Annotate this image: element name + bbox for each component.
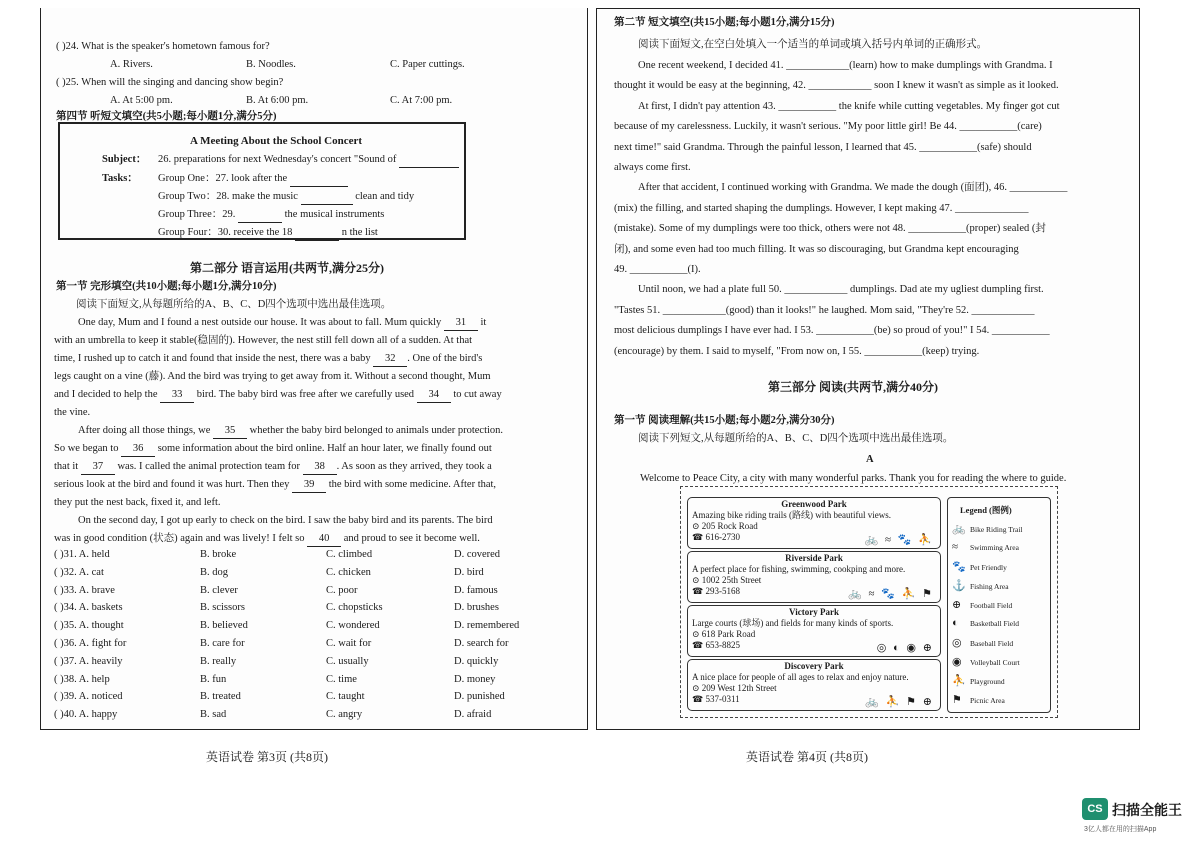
fill-in-passage-line: thought it would be easy at the beginning, 42. ____________ soon I knew it wasn't as simple as it looked. — [614, 80, 1059, 92]
cloze-blank-number: 37 — [81, 460, 115, 475]
fill-in-passage-line: most delicious dumplings I have ever had. I 53. ___________(be) so proud of you!" I 54. ___________ — [614, 325, 1050, 337]
phone-icon: ☎ — [692, 532, 706, 542]
cloze-blank-number: 40 — [307, 532, 341, 547]
cloze-blank-number: 34 — [417, 388, 451, 403]
park-card — [687, 551, 941, 603]
legend-label: Volleyball Court — [970, 658, 1020, 667]
park-description: A perfect place for fishing, swimming, cookping and more. — [692, 564, 906, 574]
option-c: C. wait for — [326, 638, 372, 649]
option-d: D. covered — [454, 549, 501, 560]
option-number-and-a — [54, 673, 110, 687]
cloze-passage-line — [54, 460, 492, 475]
cloze-blank-number: 32 — [373, 352, 407, 367]
cloze-text: legs caught on a vine (藤). And the bird was trying to get away from it. Without a second thought, Mum — [54, 371, 491, 382]
park-facility-icons: ◎ ◐ ◉ ⊕ — [876, 642, 934, 654]
park-address: ⊙ 205 Rock Road — [692, 521, 758, 531]
option-c: C. taught — [326, 691, 365, 703]
legend-item — [952, 617, 1019, 629]
legend-icon: ⚑ — [952, 694, 962, 706]
legend-icon: ◎ — [952, 637, 962, 649]
option-b: B. scissors — [200, 602, 245, 614]
option-c: C. chopsticks — [326, 602, 383, 614]
cloze-text: whether the baby bird belonged to animals under protection. — [247, 425, 504, 436]
option-b: B. sad — [200, 709, 227, 721]
option-number-and-a — [54, 548, 110, 562]
cloze-text: serious look at the bird and found it was hurt. Then they — [54, 479, 293, 490]
cloze-passage-line — [54, 388, 502, 403]
question-25: ( )25. When will the singing and dancing show begin? — [56, 77, 284, 88]
legend-item — [952, 674, 1005, 687]
option-a: A. fight for — [78, 638, 127, 649]
location-icon: ⊙ — [692, 521, 702, 531]
legend-label: Bike Riding Trail — [970, 525, 1023, 534]
option-a: A. held — [78, 549, 110, 560]
legend-icon: ◉ — [952, 656, 962, 668]
option-c: C. usually — [326, 655, 369, 667]
park-card — [687, 497, 941, 549]
option-d: D. money — [454, 673, 496, 685]
fill-in-passage-line: because of my carelessness. Luckily, it wasn't serious. "My poor little girl! Be 44. ___________(care) — [614, 121, 1042, 133]
legend-icon: ⊕ — [952, 599, 962, 611]
option-d: D. famous — [454, 584, 498, 596]
park-card — [687, 605, 941, 657]
question-number: ( )31. — [54, 549, 77, 560]
option-a: A. cat — [78, 566, 104, 578]
park-card — [687, 659, 941, 711]
fill-in-passage-line: always come first. — [614, 162, 691, 173]
cloze-passage-line — [54, 334, 472, 348]
cloze-text: that it — [54, 461, 81, 472]
location-icon: ⊙ — [692, 575, 702, 585]
option-number-and-a — [54, 655, 123, 669]
cloze-section-title: 第一节 完形填空(共10小题;每小题1分,满分10分) — [56, 281, 277, 292]
fill-in-passage-line: (mistake). Some of my dumplings were too thick, others were not 48. ___________(proper) sealed (封 — [614, 223, 1046, 235]
task-group-one: Group One：27. look after the — [158, 172, 348, 187]
option-d: D. remembered — [454, 620, 520, 632]
task-group-four: Group Four：30. receive the 18 n the list — [158, 226, 378, 241]
cloze-passage-line — [54, 352, 482, 367]
park-phone: ☎ 537-0311 — [692, 694, 740, 704]
part-2-title: 第二部分 语言运用(共两节,满分25分) — [190, 261, 384, 275]
question-number: ( )36. — [54, 638, 77, 649]
fill-in-passage-line: Until noon, we had a plate full 50. ____________ dumplings. Dad ate my ugliest dumpling first. — [638, 284, 1044, 296]
subject-label: Subject： — [102, 154, 147, 165]
park-address: ⊙ 209 West 12th Street — [692, 683, 777, 693]
question-number: ( )35. — [54, 620, 77, 632]
cloze-text: to cut away — [450, 389, 502, 400]
fill-in-passage-line: At first, I didn't pay attention 43. ___________ the knife while cutting vegetables. My finger got cut — [638, 100, 1060, 112]
park-phone: ☎ 616-2730 — [692, 532, 740, 542]
legend-label: Pet Friendly — [970, 563, 1007, 572]
legend-item — [952, 636, 1013, 649]
option-number-and-a — [54, 584, 115, 598]
legend-item — [952, 522, 1023, 535]
camscanner-logo: CS — [1082, 798, 1108, 820]
cloze-text: After doing all those things, we — [78, 425, 214, 436]
legend-label: Basketball Field — [970, 619, 1019, 628]
question-24: ( )24. What is the speaker's hometown famous for? — [56, 41, 270, 52]
cloze-text: and proud to see it become well. — [341, 533, 480, 544]
passage-intro: Welcome to Peace City, a city with many wonderful parks. Thank you for reading the where to guide. — [640, 473, 1067, 484]
cloze-text: and I decided to help the — [54, 389, 161, 400]
cloze-passage-line — [54, 406, 90, 420]
cloze-passage-line — [54, 442, 492, 457]
option-number-and-a — [54, 690, 123, 704]
cloze-text: with an umbrella to keep it stable(稳固的). However, the nest still fell down all of a sudden. At that — [54, 335, 473, 346]
cloze-passage-line — [78, 316, 486, 331]
option-d: D. search for — [454, 638, 509, 649]
legend-icon: 🐾 — [952, 561, 966, 573]
legend-label: Football Field — [970, 601, 1013, 610]
option-number-and-a — [54, 601, 123, 615]
cloze-blank-number: 31 — [444, 316, 478, 331]
page-4-footer: 英语试卷 第4页 (共8页) — [746, 750, 868, 764]
fill-in-passage-line: next time!" said Grandma. Through the painful lesson, I learned that 45. ___________(safe) should — [614, 141, 1032, 153]
cloze-passage-line — [54, 496, 221, 510]
legend-icon: ≈ — [952, 541, 959, 553]
park-facility-icons: 🚲 ⛹ ⚑ ⊕ — [865, 696, 934, 708]
question-number: ( )40. — [54, 709, 77, 721]
fill-in-passage-line: (mix) the filling, and started shaping the dumplings. However, I kept making 47. ______________ — [614, 202, 1029, 214]
legend-icon: ⚓ — [952, 580, 966, 592]
park-address: ⊙ 618 Park Road — [692, 629, 756, 639]
legend-item — [952, 655, 1020, 668]
cloze-text: some information about the bird online. Half an hour later, we finally found out — [155, 443, 492, 454]
cloze-blank-number: 39 — [292, 478, 326, 493]
legend-item — [952, 598, 1012, 611]
option-d: D. quickly — [454, 655, 499, 667]
legend-icon: 🚲 — [952, 523, 966, 535]
location-icon: ⊙ — [692, 683, 702, 693]
camscanner-tagline: 3亿人都在用的扫描App — [1084, 826, 1157, 833]
question-number: ( )32. — [54, 566, 77, 578]
option-c: C. time — [326, 673, 357, 685]
cloze-instruction: 阅读下面短文,从每题所给的A、B、C、D四个选项中选出最佳选项。 — [76, 299, 392, 310]
task-group-two: Group Two：28. make the music clean and tidy — [158, 190, 414, 205]
q25-option-b: B. At 6:00 pm. — [246, 95, 309, 106]
option-c: C. wondered — [326, 620, 380, 632]
option-a: A. noticed — [78, 691, 123, 703]
option-b: B. care for — [200, 638, 245, 649]
option-d: D. punished — [454, 691, 505, 703]
option-number-and-a — [54, 566, 104, 580]
option-a: A. happy — [78, 709, 118, 721]
option-c: C. angry — [326, 709, 363, 721]
option-b: B. dog — [200, 566, 229, 578]
option-number-and-a — [54, 619, 124, 633]
fill-in-passage-line: One recent weekend, I decided 41. ____________(learn) how to make dumplings with Grandma. I — [638, 60, 1053, 71]
cloze-text: One day, Mum and I found a nest outside our house. It was about to fall. Mum quickly — [78, 317, 444, 328]
park-name: Victory Park — [789, 607, 839, 617]
subject-text: 26. preparations for next Wednesday's concert "Sound of — [158, 153, 459, 168]
legend-item — [952, 693, 1005, 706]
park-description: Large courts (球场) and fields for many kinds of sports. — [692, 618, 894, 628]
cloze-passage-line — [78, 514, 493, 528]
question-number: ( )34. — [54, 602, 77, 614]
cloze-text: it — [477, 317, 487, 328]
cloze-passage-line — [54, 532, 480, 547]
fill-in-passage-line: (encourage) by them. I said to myself, "From now on, I 55. ___________(keep) trying. — [614, 345, 980, 357]
meeting-title: A Meeting About the School Concert — [190, 135, 363, 147]
cloze-passage-line — [54, 370, 491, 384]
park-name: Greenwood Park — [781, 499, 847, 509]
legend-label: Baseball Field — [970, 639, 1014, 648]
legend-item — [952, 560, 1007, 573]
cloze-text: the bird with some medicine. After that, — [326, 479, 497, 490]
park-name: Riverside Park — [785, 553, 843, 563]
legend-label: Fishing Area — [970, 582, 1009, 591]
task-group-three: Group Three：29. the musical instruments — [158, 208, 384, 223]
question-number: ( )39. — [54, 691, 77, 703]
fill-in-passage-line: 闭), and some even had too much filling. It was so discouraging, but Grandma kept encouraging — [614, 243, 1019, 255]
option-b: B. believed — [200, 620, 248, 632]
page-3-footer: 英语试卷 第3页 (共8页) — [206, 750, 328, 764]
q24-option-a: A. Rivers. — [110, 59, 153, 70]
legend-item — [952, 541, 1019, 553]
option-number-and-a — [54, 708, 117, 722]
cloze-text: time, I rushed up to catch it and found that inside the nest, there was a baby — [54, 353, 374, 364]
fill-in-section-title: 第二节 短文填空(共15小题;每小题1分,满分15分) — [614, 17, 835, 28]
fill-in-instruction: 阅读下面短文,在空白处填入一个适当的单词或填入括号内单词的正确形式。 — [638, 39, 988, 50]
phone-icon: ☎ — [692, 586, 706, 596]
cloze-passage-line — [54, 478, 496, 493]
option-a: A. baskets — [78, 602, 123, 614]
reading-section-title: 第一节 阅读理解(共15小题;每小题2分,满分30分) — [614, 415, 835, 426]
legend-icon: ◐ — [952, 617, 959, 629]
camscanner-name: 扫描全能王 — [1112, 802, 1182, 818]
legend-label: Swimming Area — [970, 543, 1019, 552]
cloze-passage-line — [78, 424, 503, 439]
park-facility-icons: 🚲 ≈ 🐾 ⛹ — [864, 534, 934, 546]
option-b: B. treated — [200, 691, 241, 703]
option-c: C. chicken — [326, 566, 371, 578]
cloze-text: . As soon as they arrived, they took a — [336, 461, 492, 472]
option-d: D. brushes — [454, 602, 499, 614]
park-facility-icons: 🚲 ≈ 🐾 ⛹ ⚑ — [848, 588, 934, 600]
option-a: A. thought — [78, 620, 124, 632]
question-number: ( )37. — [54, 655, 77, 667]
cloze-blank-number: 36 — [121, 442, 155, 457]
phone-icon: ☎ — [692, 694, 706, 704]
legend-label: Picnic Area — [970, 696, 1005, 705]
q25-option-a: A. At 5:00 pm. — [110, 95, 173, 106]
park-address: ⊙ 1002 25th Street — [692, 575, 762, 585]
passage-letter: A — [866, 454, 874, 465]
park-phone: ☎ 653-8825 — [692, 640, 740, 650]
q24-option-b: B. Noodles. — [246, 59, 296, 70]
option-d: D. bird — [454, 566, 484, 578]
question-number: ( )38. — [54, 673, 77, 685]
cloze-text: So we began to — [54, 443, 122, 454]
park-name: Discovery Park — [784, 661, 844, 671]
cloze-text: bird. The baby bird was free after we carefully used — [194, 389, 417, 400]
question-number: ( )33. — [54, 584, 77, 596]
cloze-text: On the second day, I got up early to check on the bird. I saw the baby bird and its parents. The bird — [78, 515, 493, 526]
phone-icon: ☎ — [692, 640, 706, 650]
cloze-text: the vine. — [54, 407, 91, 418]
option-b: B. clever — [200, 584, 238, 596]
cloze-blank-number: 38 — [303, 460, 337, 475]
option-d: D. afraid — [454, 709, 492, 721]
park-description: Amazing bike riding trails (路线) with beautiful views. — [692, 510, 891, 520]
location-icon: ⊙ — [692, 629, 702, 639]
option-c: C. poor — [326, 584, 358, 596]
section-4-title: 第四节 听短文填空(共5小题;每小题1分,满分5分) — [56, 111, 277, 122]
legend-item — [952, 579, 1009, 592]
legend-title: Legend (图例) — [960, 505, 1012, 515]
q24-option-c: C. Paper cuttings. — [390, 59, 465, 70]
option-c: C. climbed — [326, 549, 373, 560]
fill-in-passage-line: After that accident, I continued working with Grandma. We made the dough (面团), 46. ___________ — [638, 182, 1068, 194]
cloze-text: they put the nest back, fixed it, and left. — [54, 497, 221, 508]
option-a: A. brave — [78, 584, 115, 596]
option-number-and-a — [54, 637, 126, 651]
option-a: A. help — [78, 673, 110, 685]
cloze-blank-number: 35 — [213, 424, 247, 439]
fill-in-passage-line: "Tastes 51. ____________(good) than it looks!" he laughed. Mom said, "They're 52. ____________ — [614, 304, 1035, 316]
cloze-text: was in good condition (状态) again and was lively! I felt so — [54, 533, 308, 544]
cloze-text: was. I called the animal protection team for — [114, 461, 303, 472]
option-a: A. heavily — [78, 655, 123, 667]
tasks-label: Tasks： — [102, 173, 138, 184]
cloze-text: . One of the bird's — [407, 353, 483, 364]
legend-label: Playground — [970, 677, 1005, 686]
reading-instruction: 阅读下列短文,从每题所给的A、B、C、D四个选项中选出最佳选项。 — [638, 433, 954, 444]
legend-icon: ⛹ — [952, 675, 966, 687]
part-3-title: 第三部分 阅读(共两节,满分40分) — [768, 380, 938, 394]
park-description: A nice place for people of all ages to relax and enjoy nature. — [692, 672, 909, 682]
legend-box — [947, 497, 1051, 713]
park-phone: ☎ 293-5168 — [692, 586, 740, 596]
parks-guide-map — [680, 486, 1058, 718]
option-b: B. really — [200, 655, 237, 667]
option-b: B. broke — [200, 549, 237, 560]
q25-option-c: C. At 7:00 pm. — [390, 95, 453, 106]
option-b: B. fun — [200, 673, 227, 685]
fill-in-passage-line: 49. ___________(I). — [614, 264, 701, 275]
cloze-blank-number: 33 — [160, 388, 194, 403]
